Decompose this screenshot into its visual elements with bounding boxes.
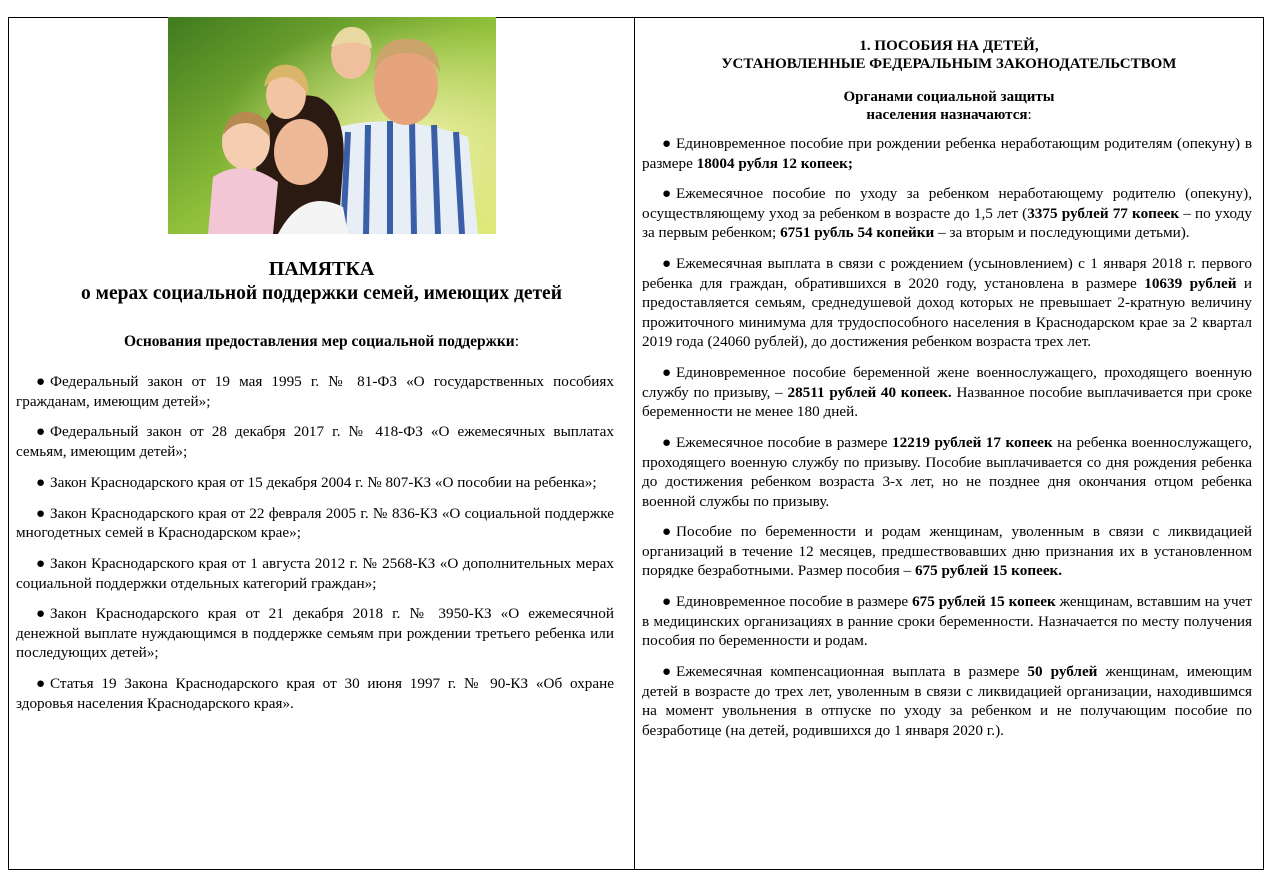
bullet-icon: ● [662,185,672,203]
benefit-text: Ежемесячное пособие в размере [676,434,892,452]
bullet-icon: ● [662,255,672,273]
legal-basis-text: Закон Краснодарского края от 1 августа 2012 г. № 2568-КЗ «О дополнительных мерах социальной поддержки отдельных категорий граждан»; [16,555,614,592]
left-column [9,17,634,870]
memo-subtitle: о мерах социальной поддержки семей, имеющих детей [81,283,562,304]
legal-basis-item [16,372,614,411]
benefit-text: Ежемесячная компенсационная выплата в размере [676,663,1028,681]
benefit-item [642,254,1252,352]
legal-basis-item [16,604,614,663]
benefit-item [642,184,1252,243]
benefit-text: Единовременное пособие в размере [676,593,913,611]
benefit-amount: 675 рублей 15 копеек. [914,562,1063,580]
bullet-icon: ● [662,523,672,541]
bullet-icon: ● [36,423,46,441]
benefit-text: Единовременное пособие беременной жене военнослужащего, проходящего военную службу по призыву, – [642,364,1252,401]
bullet-icon: ● [662,593,672,611]
section-heading-line2: УСТАНОВЛЕННЫЕ ФЕДЕРАЛЬНЫМ ЗАКОНОДАТЕЛЬСТВОМ [721,56,1177,72]
benefit-text: – по уходу за первым ребенком; [642,204,1252,242]
legal-basis-text: Статья 19 Закона Краснодарского края от 30 июня 1997 г. № 90-КЗ «Об охране здоровья населения Краснодарского края». [16,675,614,712]
bullet-icon: ● [662,434,672,452]
bullet-icon: ● [36,373,46,390]
benefit-text: и предоставляется семьям, среднедушевой доход которых не превышает 2-кратную величину прожиточного минимума для трудоспособного населения в Краснодарском крае за 2 квартал 2019 года (24060 рублей), до достижения ребенком возраста трех лет. [642,274,1253,351]
benefit-text: женщинам, имеющим детей в возрасте до трех лет, уволенным в связи с ликвидацией организации, находившимся на момент увольнения в отпуске по уходу за ребенком и не получающим пособие по безработице (на детей, родившихся до 1 января 2020 г.). [642,663,1252,739]
authority-heading-line2 [635,106,1263,124]
benefit-item [642,592,1252,651]
grounds-heading [9,333,634,351]
bullet-icon: ● [36,555,46,573]
authority-heading-colon: : [1027,107,1032,123]
legal-basis-item [16,473,614,493]
benefit-item [642,522,1252,581]
benefit-amount: 12219 рублей 17 копеек [892,434,1053,452]
benefits-list [642,134,1252,752]
benefit-amount: 675 рублей 15 копеек [912,593,1056,611]
family-photo [168,17,496,234]
bullet-icon: ● [36,675,46,693]
benefit-text: Единовременное пособие при рождении ребенка неработающим родителям (опекуну) в размере [642,135,1252,172]
memo-title: ПАМЯТКА [268,258,375,280]
legal-basis-text: Федеральный закон от 28 декабря 2017 г. № 418-ФЗ «О ежемесячных выплатах семьям, имеющим детей»; [16,423,614,460]
benefit-amount: 18004 рубля 12 копеек; [696,154,853,172]
legal-basis-text: Федеральный закон от 19 мая 1995 г. № 81-ФЗ «О государственных пособиях гражданам, имеющим детей»; [16,373,614,410]
family-photo-illustration [168,17,496,234]
benefit-amount: 50 рублей [1027,663,1098,681]
authority-heading-line1: Органами социальной защиты [843,89,1055,105]
bullet-icon: ● [36,473,46,491]
bullet-icon: ● [36,605,46,623]
benefit-item [642,433,1252,511]
benefit-text: Пособие по беременности и родам женщинам, уволенным в связи с ликвидацией организаций в течение 12 месяцев, предшествовавших дню признания их в установленном порядке безработными. Размер пособия – [642,523,1252,580]
benefit-text: Названное пособие выплачивается при сроке беременности не менее 180 дней. [642,383,1253,421]
benefit-item [642,363,1252,422]
benefit-amount: 28511 рублей 40 копеек. [787,383,952,401]
legal-basis-text: Закон Краснодарского края от 15 декабря 2004 г. № 807-КЗ «О пособии на ребенка»; [50,473,597,491]
legal-basis-item [16,504,614,543]
benefit-amount: 3375 рублей 77 копеек [1027,204,1180,222]
benefit-text: – за вторым и последующими детьми). [934,224,1190,242]
benefit-item [642,134,1252,173]
bullet-icon: ● [662,663,672,681]
benefit-amount: 10639 рублей [1144,274,1237,292]
bullet-icon: ● [662,135,672,152]
benefit-text: Ежемесячная выплата в связи с рождением (усыновлением) с 1 января 2018 г. первого ребенка для граждан, обратившихся в 2020 году, установлена в размере [642,255,1252,292]
benefit-item [642,662,1252,740]
benefit-text: Ежемесячное пособие по уходу за ребенком неработающему родителю (опекуну), осуществляющему уход за ребенком в возрасте до 1,5 лет ( [642,185,1252,222]
authority-heading-text: населения назначаются [866,107,1028,123]
bullet-icon: ● [662,364,672,382]
bullet-icon: ● [36,504,46,522]
benefit-text: на ребенка военнослужащего, проходящего военную службу по призыву. Пособие выплачивается со дня рождения ребенка до достижения ребенком возраста 3-х лет, но не позднее дня окончания отцом ребенка военной службы по призыву. [642,434,1252,510]
grounds-heading-colon: : [514,333,520,350]
legal-basis-text: Закон Краснодарского края от 21 декабря 2018 г. № 3950-КЗ «О ежемесячной денежной выплате нуждающимся в поддержке семьям при рождении третьего ребенка или последующих детей»; [16,605,614,662]
benefit-text: женщинам, вставшим на учет в медицинских организациях в ранние сроки беременности. Назначается по месту получения пособия по беременности и родам. [642,593,1252,650]
grounds-heading-text: Основания предоставления мер социальной поддержки [123,333,515,350]
legal-basis-item [16,674,614,713]
legal-basis-item [16,422,614,461]
legal-basis-item [16,554,614,593]
legal-basis-text: Закон Краснодарского края от 22 февраля 2005 г. № 836-КЗ «О социальной поддержке многодетных семей в Краснодарском крае»; [16,504,614,542]
right-column [635,17,1263,870]
benefit-amount: 6751 рубль 54 копейки [780,224,935,242]
section-heading-line1: 1. ПОСОБИЯ НА ДЕТЕЙ, [859,38,1039,54]
legal-basis-list [16,372,614,725]
